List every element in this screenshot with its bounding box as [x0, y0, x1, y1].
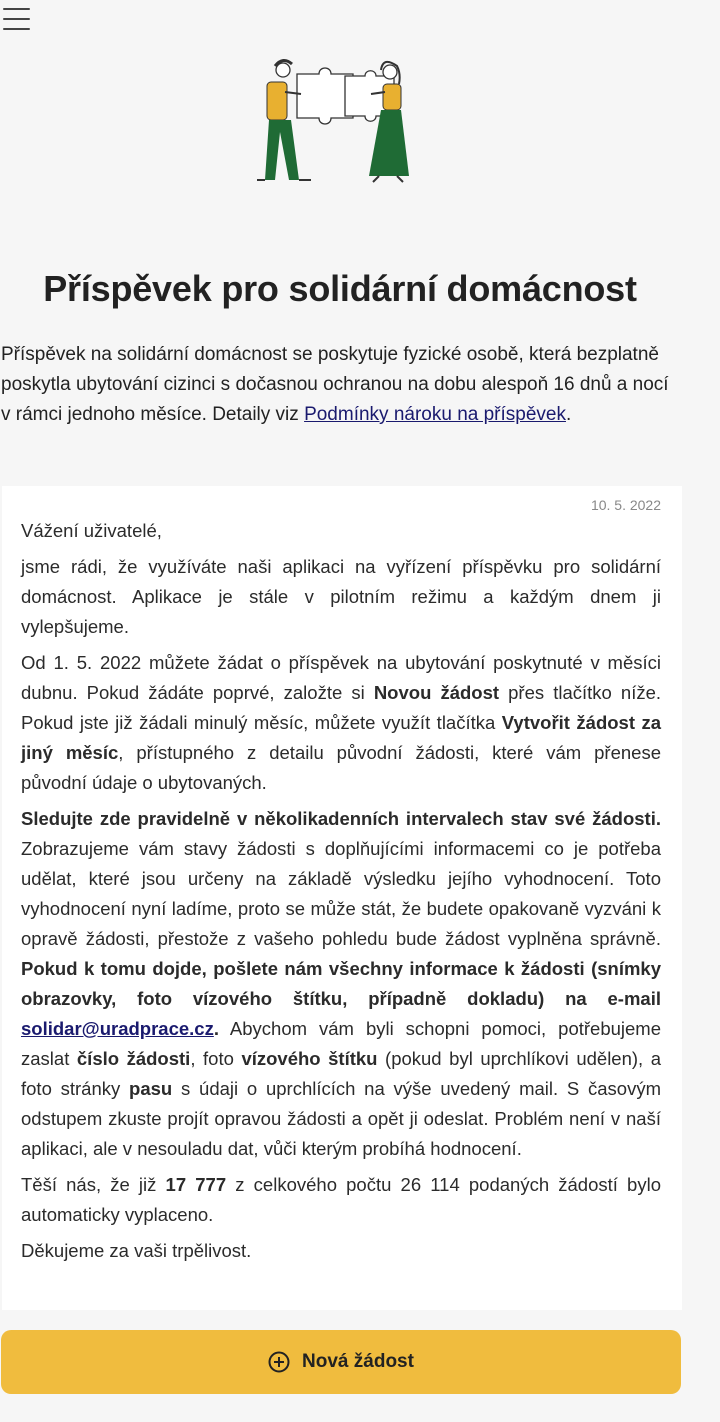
new-request-button[interactable]	[1, 1330, 681, 1394]
notice-paragraph-4: Těší nás, že již 17 777 z celkového počtu 26 114 podaných žádostí bylo automaticky vyplaceno.	[21, 1174, 661, 1225]
eligibility-conditions-link[interactable]: Podmínky nároku na příspěvek	[304, 404, 566, 425]
new-request-label: Nová žádost	[302, 1351, 414, 1372]
hamburger-menu-icon[interactable]	[3, 8, 30, 30]
plus-circle-icon	[268, 1351, 290, 1373]
notice-date: 10. 5. 2022	[590, 497, 661, 513]
notice-greeting: Vážení uživatelé,	[21, 520, 162, 541]
notice-card	[2, 486, 682, 1310]
notice-paragraph-5: Děkujeme za vaši trpělivost.	[21, 1240, 252, 1261]
support-email-link[interactable]: solidar@uradprace.cz	[21, 1018, 214, 1039]
notice-paragraph-3: Sledujte zde pravidelně v několikadenních intervalech stav své žádosti. Zobrazujeme vám stavy žádosti s doplňujícími informacemi co je potřeba udělat, které jsou určeny na základě výsledku jejího vyhodnocení. Toto vyhodnocení nyní ladíme, proto se může stát, že budete opakovaně vyzváni k opravě žádosti, přestože z vašeho pohledu bude žádost vyplněna správně. Pokud k tomu dojde, pošlete nám všechny informace k žádosti (snímky obrazovky, foto vízového štítku, případně dokladu) na e-mail solidar@uradprace.cz. Abychom vám byli schopni pomoci, potřebujeme zaslat číslo žádosti, foto vízového štítku (pokud byl uprchlíkovi udělen), a foto stránky pasu s údaji o uprchlících na výše uvedený mail. S časovým odstupem zkuste projít opravou žádosti a opět ji odeslat. Problém není v naší aplikaci, ale v nesouladu dat, vůči kterým probíhá hodnocení.	[21, 808, 662, 1159]
notice-paragraph-2: Od 1. 5. 2022 můžete žádat o příspěvek na ubytování poskytnuté v měsíci dubnu. Pokud žádáte poprvé, založte si Novou žádost přes tlačítko níže. Pokud jste již žádali minulý měsíc, můžete využít tlačítka Vytvořit žádost za jiný měsíc, přístupného z detailu původní žádosti, které vám přenese původní údaje o ubytovaných.	[21, 652, 662, 793]
page-title: Příspěvek pro solidární domácnost	[43, 268, 637, 309]
intro-text: Příspěvek na solidární domácnost se poskytuje fyzické osobě, která bezplatně poskytla ubytování cizinci s dočasnou ochranou na dobu alespoň 16 dnů a nocí v rámci jednoho měsíce. Detaily viz Podmínky nároku na příspěvek.	[1, 344, 669, 425]
notice-paragraph-1: jsme rádi, že využíváte naši aplikaci na vyřízení příspěvku pro solidární domácnost. Aplikace je stále v pilotním režimu a každým dnem ji vylepšujeme.	[21, 556, 661, 637]
two-people-puzzle-illustration	[255, 52, 425, 192]
